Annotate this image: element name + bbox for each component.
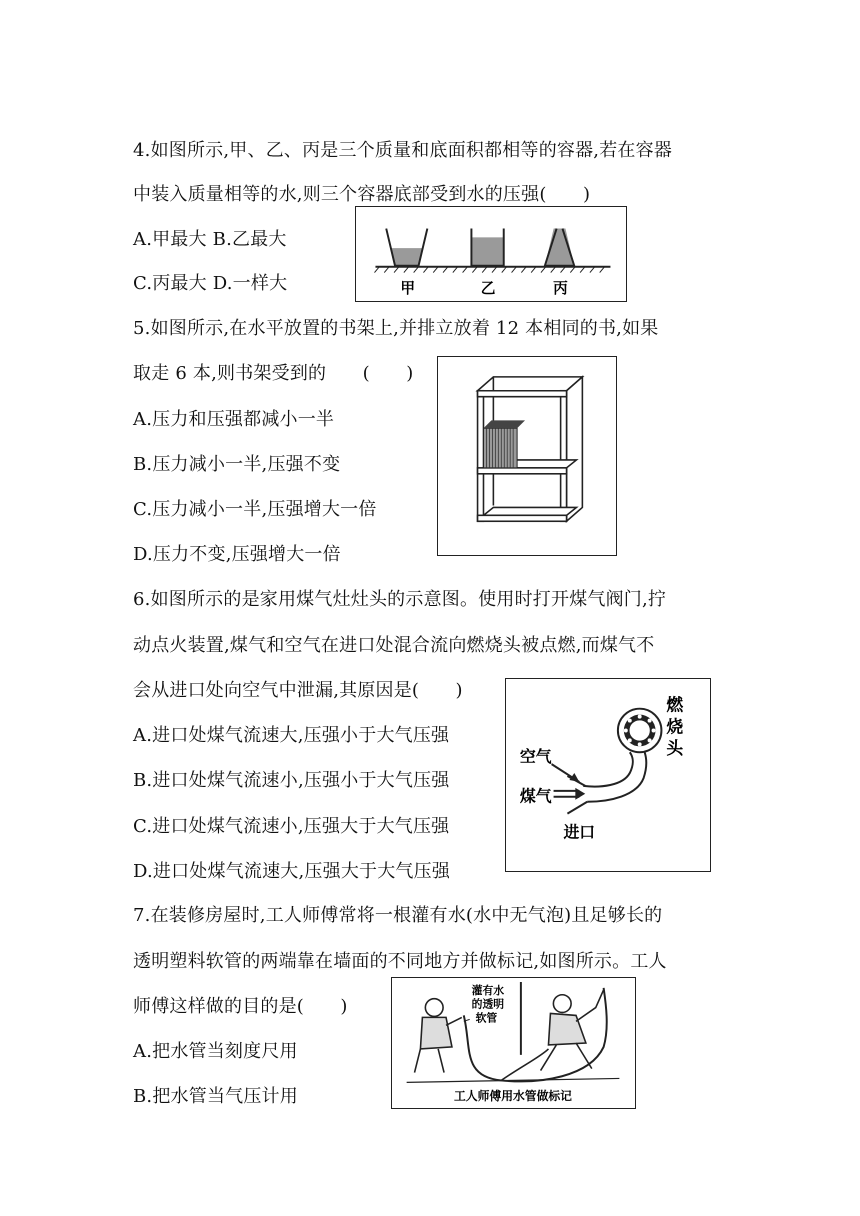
- q5-bookshelf-figure: [437, 356, 617, 556]
- q7-stem-line-2: 透明塑料软管的两端靠在墙面的不同地方并做标记,如图所示。工人: [133, 951, 667, 972]
- label-inlet: 进口: [563, 822, 596, 842]
- q7-option-a: A.把水管当刻度尺用: [133, 1041, 298, 1062]
- label-yi: 乙: [480, 280, 496, 298]
- q5-stem-line-2: 取走 6 本,则书架受到的 ( ): [133, 363, 414, 384]
- q5-option-d: D.压力不变,压强增大一倍: [133, 544, 341, 565]
- label-jia: 甲: [400, 280, 416, 298]
- q6-option-a: A.进口处煤气流速大,压强小于大气压强: [133, 725, 450, 746]
- q4-containers-diagram: [356, 207, 626, 301]
- q5-option-c: C.压力减小一半,压强增大一倍: [133, 499, 377, 520]
- q7-workers-figure: [391, 977, 636, 1109]
- q7-stem-line-3: 师傅这样做的目的是( ): [133, 996, 348, 1017]
- q6-gas-stove-figure: [505, 678, 711, 872]
- q6-option-d: D.进口处煤气流速大,压强大于大气压强: [133, 861, 451, 882]
- svg-text:燃: 燃: [666, 694, 684, 715]
- q4-containers-figure: [355, 206, 627, 302]
- q4-stem-line-1: 4.如图所示,甲、乙、丙是三个质量和底面积都相等的容器,若在容器: [133, 140, 673, 161]
- label-burner: [665, 695, 684, 759]
- svg-text:头: 头: [666, 738, 684, 759]
- label-air: 空气: [519, 747, 552, 767]
- tube-label-1: 灌有水: [471, 983, 505, 997]
- label-gas: 煤气: [519, 786, 552, 806]
- q4-option-ab: A.甲最大 B.乙最大: [133, 229, 287, 250]
- q6-option-c: C.进口处煤气流速小,压强大于大气压强: [133, 816, 450, 837]
- q4-stem-line-2: 中装入质量相等的水,则三个容器底部受到水的压强( ): [133, 184, 591, 205]
- tube-label-3: 软管: [475, 1011, 498, 1025]
- gas-stove-diagram: [506, 679, 710, 871]
- tube-label-2: 的透明: [471, 997, 505, 1011]
- figure-caption: 工人师傅用水管做标记: [454, 1089, 572, 1104]
- q5-stem-line-1: 5.如图所示,在水平放置的书架上,并排立放着 12 本相同的书,如果: [133, 318, 659, 339]
- q5-option-b: B.压力减小一半,压强不变: [133, 454, 341, 475]
- q5-option-a: A.压力和压强都减小一半: [133, 409, 335, 430]
- q4-option-cd: C.丙最大 D.一样大: [133, 273, 288, 294]
- label-bing: 丙: [553, 280, 568, 298]
- q6-stem-line-3: 会从进口处向空气中泄漏,其原因是( ): [133, 680, 463, 701]
- q7-option-b: B.把水管当气压计用: [133, 1086, 298, 1107]
- workers-hose-illustration: [392, 978, 635, 1108]
- bookshelf-diagram: [438, 357, 616, 555]
- q6-option-b: B.进口处煤气流速小,压强小于大气压强: [133, 770, 450, 791]
- svg-text:烧: 烧: [666, 716, 684, 737]
- q6-stem-line-1: 6.如图所示的是家用煤气灶灶头的示意图。使用时打开煤气阀门,拧: [133, 589, 667, 610]
- q7-stem-line-1: 7.在装修房屋时,工人师傅常将一根灌有水(水中无气泡)且足够长的: [133, 905, 663, 926]
- q6-stem-line-2: 动点火装置,煤气和空气在进口处混合流向燃烧头被点燃,而煤气不: [133, 635, 655, 656]
